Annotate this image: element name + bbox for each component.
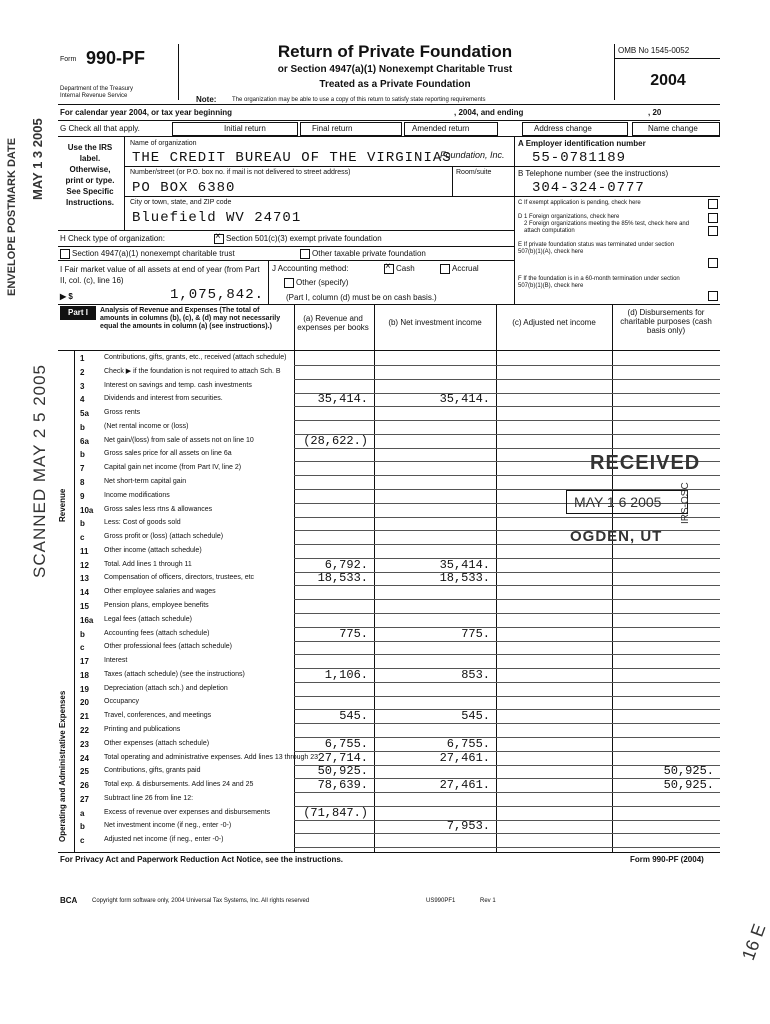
row-label: Adjusted net income (if neg., enter -0-) [104,836,224,843]
city-state-zip[interactable]: Bluefield WV 24701 [132,210,302,226]
row-number: 17 [80,657,89,666]
form-label: Form [60,56,77,63]
software-code: US990PF1 [426,898,456,904]
row-number: 5a [80,409,89,418]
s501-option[interactable] [214,234,382,244]
row-label: Gross rents [104,409,141,416]
handwritten-mark: 16 E [738,921,770,963]
row-label: Other professional fees (attach schedule) [104,643,233,650]
row-col-a[interactable]: 775. [339,627,368,641]
table-row [58,683,720,697]
row-number: 23 [80,740,89,749]
col-c-header: (c) Adjusted net income [512,318,596,327]
row-col-b[interactable]: 35,414. [439,392,490,406]
row-label: Less: Cost of goods sold [104,519,181,526]
d1-checkbox[interactable] [708,213,718,223]
accrual-option[interactable] [440,264,479,274]
row-label: Accounting fees (attach schedule) [104,630,210,637]
row-number: 27 [80,795,89,804]
envelope-stamp: ENVELOPE POSTMARK DATE [6,137,18,296]
check-all-label: G Check all that apply. [60,124,140,133]
row-divider [294,847,720,848]
row-number: c [80,533,85,542]
row-label: Compensation of officers, directors, trustees, etc [104,574,255,581]
row-col-b[interactable]: 775. [461,627,490,641]
row-col-a[interactable]: 6,755. [324,737,368,751]
row-number: 22 [80,726,89,735]
scanned-stamp: SCANNED MAY 2 5 2005 [30,363,49,578]
row-number: b [80,630,85,639]
row-label: Interest [104,657,128,664]
software-rev: Rev 1 [480,898,496,904]
row-number: 25 [80,767,89,776]
row-number: 4 [80,395,85,404]
table-row [58,641,720,655]
row-label: Total. Add lines 1 through 11 [104,561,192,568]
table-row [58,407,720,421]
row-col-b[interactable]: 35,414. [439,558,490,572]
row-number: 15 [80,602,89,611]
initial-return-label: Initial return [224,124,266,133]
table-row [58,752,720,766]
city-label: City or town, state, and ZIP code [130,199,232,206]
fmv-value[interactable]: 1,075,842. [170,287,265,303]
table-row [58,380,720,394]
row-label: Pension plans, employee benefits [104,602,209,609]
h-label: H Check type of organization: [60,234,165,243]
row-col-b[interactable]: 6,755. [446,737,490,751]
e-checkbox[interactable] [708,258,718,268]
tax-year: 2004 [650,72,686,89]
row-col-a[interactable]: 1,106. [324,668,368,682]
row-number: 2 [80,368,85,377]
row-label: Legal fees (attach schedule) [104,616,192,623]
table-row [58,559,720,573]
row-number: b [80,423,85,432]
j-label: J Accounting method: [272,264,349,273]
row-col-b[interactable]: 27,461. [439,778,490,792]
row-col-a[interactable]: (71,847.) [303,806,368,820]
row-label: Net gain/(loss) from sale of assets not on line 10 [104,437,254,444]
row-label: Net short-term capital gain [104,478,187,485]
row-col-b[interactable]: 545. [461,709,490,723]
table-row [58,628,720,642]
table-row [58,435,720,449]
other-method-label: Other (specify) [296,278,349,288]
row-label: Capital gain net income (from Part IV, line 2) [104,464,242,471]
org-name-label: Name of organization [130,140,197,147]
omb-number: OMB No 1545-0052 [618,46,690,55]
row-label: Occupancy [104,698,140,705]
row-number: a [80,809,85,818]
row-col-b[interactable]: 18,533. [439,571,490,585]
row-label: Gross profit or (loss) (attach schedule) [104,533,224,540]
table-row [58,820,720,834]
final-return-label: Final return [312,124,353,133]
row-number: 18 [80,671,89,680]
row-number: b [80,822,85,831]
row-number: 8 [80,478,85,487]
f-label: F If the foundation is in a 60-month termination under section 507(b)(1)(B), check here [518,276,680,289]
d2-checkbox[interactable] [708,226,718,236]
s501-label: Section 501(c)(3) exempt private foundation [226,234,382,244]
row-number: 10a [80,506,94,515]
row-col-a[interactable]: 6,792. [324,558,368,572]
i-label: I Fair market value of all assets at end of year (from Part II, col. (c), line 16) [60,265,260,285]
table-row [58,779,720,793]
other-taxable-checkbox[interactable] [300,249,310,259]
other-taxable-option[interactable] [300,249,426,259]
row-number: 3 [80,382,85,391]
row-label: Check ▶ if the foundation is not required to attach Sch. B [104,368,281,375]
row-number: 6a [80,437,89,446]
row-number: 14 [80,588,89,597]
e-label: E If private foundation status was terminated under section 507(b)(1)(A), check here [518,242,675,255]
table-row [58,807,720,821]
row-number: c [80,836,85,845]
row-col-a[interactable]: 545. [339,709,368,723]
analysis-label: Analysis of Revenue and Expenses (The total of amounts in columns (b), (c), & (d) may not necessarily equal the amounts in column (a) (see instructions).) [100,307,281,330]
room-suite-label: Room/suite [456,169,492,176]
row-label: Taxes (attach schedule) (see the instructions) [104,671,245,678]
row-label: Depreciation (attach sch.) and depletion [104,685,228,692]
table-row [58,738,720,752]
row-number: 7 [80,464,85,473]
row-label: Interest on savings and temp. cash investments [104,382,252,389]
row-number: 26 [80,781,89,790]
row-number: 12 [80,561,89,570]
row-label: Other employee salaries and wages [104,588,216,595]
row-col-a[interactable]: 50,925. [317,764,368,778]
row-label: Gross sales less rtns & allowances [104,506,213,513]
row-col-a[interactable]: 78,639. [317,778,368,792]
s4947-checkbox[interactable] [60,249,70,259]
ein-label: A Employer identification number [518,139,646,148]
irs-label: Internal Revenue Service [60,93,128,99]
calendar-mid: , 2004, and ending [454,108,524,117]
bca-label: BCA [60,896,78,905]
table-row [58,765,720,779]
table-row [58,393,720,407]
copyright: Copyright form software only, 2004 Universal Tax Systems, Inc. All rights reserved [92,898,310,904]
table-row [58,724,720,738]
row-label: Income modifications [104,492,170,499]
footer-form: Form 990-PF (2004) [630,855,704,864]
row-col-a[interactable]: (28,622.) [303,434,368,448]
expenses-side-label: Operating and Administrative Expenses [58,690,67,842]
c-checkbox[interactable] [708,199,718,209]
table-row [58,586,720,600]
part-note: (Part I, column (d) must be on cash basis.) [286,293,437,302]
table-row [58,545,720,559]
table-row [58,710,720,724]
row-number: 19 [80,685,89,694]
table-row [58,834,720,848]
note-label: Note: [196,95,217,104]
accrual-label: Accrual [452,264,479,274]
row-label: Total operating and administrative expenses. Add lines 13 through 23 [104,754,319,761]
calendar-end: , 20 [648,108,662,117]
form-number: 990-PF [86,48,146,68]
row-label: Contributions, gifts, grants paid [104,767,201,774]
table-row [58,476,720,490]
org-name[interactable]: THE CREDIT BUREAU OF THE VIRGINIAS [132,150,452,166]
org-name-handwritten: Foundation, Inc. [440,150,505,160]
f-checkbox[interactable] [708,291,718,301]
calendar-year-line: For calendar year 2004, or tax year beginning [60,108,233,117]
table-row [58,614,720,628]
row-label: Subtract line 26 from line 12: [104,795,194,802]
table-row [58,600,720,614]
street-label: Number/street (or P.O. box no. if mail is not delivered to street address) [130,169,351,176]
col-b-header: (b) Net investment income [388,318,482,327]
fmv-prefix: ▶ $ [60,292,73,301]
subtitle-2: Treated as a Private Foundation [319,79,471,90]
row-col-d[interactable]: 50,925. [663,778,714,792]
row-col-b[interactable]: 7,953. [446,819,490,833]
accrual-checkbox[interactable] [440,264,450,274]
page-title: Return of Private Foundation [277,42,513,61]
row-label: Travel, conferences, and meetings [104,712,212,719]
row-label: Net investment income (if neg., enter -0-) [104,822,232,829]
row-col-b[interactable]: 27,461. [439,751,490,765]
other-method-option[interactable] [284,278,348,288]
row-col-a[interactable]: 35,414. [317,392,368,406]
row-col-a[interactable]: 18,533. [317,571,368,585]
part-label: Part I [60,306,96,320]
row-number: b [80,450,85,459]
table-row [58,669,720,683]
other-method-checkbox[interactable] [284,278,294,288]
row-number: b [80,519,85,528]
row-number: 1 [80,354,85,363]
amended-return-label: Amended return [412,124,470,133]
revenue-side-label: Revenue [58,488,67,522]
table-row [58,696,720,710]
name-change-label: Name change [648,124,698,133]
row-label: Dividends and interest from securities. [104,395,223,402]
cash-checkbox[interactable] [384,264,394,274]
row-label: Contributions, gifts, grants, etc., received (attach schedule) [104,354,287,361]
row-number: 24 [80,754,89,763]
d1-label: D 1 Foreign organizations, check here [518,214,620,220]
irs-osc-stamp: IRS-OSC [680,482,691,524]
table-row [58,572,720,586]
col-a-header: (a) Revenue and expenses per books [297,314,369,332]
row-label: Gross sales price for all assets on line 6a [104,450,232,457]
table-row [58,352,720,366]
row-label: Total exp. & disbursements. Add lines 24 and 25 [104,781,254,788]
privacy-notice: For Privacy Act and Paperwork Reduction Act Notice, see the instructions. [60,855,344,864]
c-label: C If exempt application is pending, check here [518,200,641,206]
received-date-stamp: MAY 1 6 2005 [574,494,662,510]
s4947-option[interactable] [60,249,235,259]
row-label: Other income (attach schedule) [104,547,202,554]
d2-label: 2 Foreign organizations meeting the 85% test, check here and attach computation [524,221,690,234]
table-row [58,793,720,807]
phone-value[interactable]: 304-324-0777 [532,180,645,196]
received-stamp: RECEIVED [590,452,701,474]
row-label: (Net rental income or (loss) [104,423,189,430]
table-row [58,366,720,380]
row-number: 21 [80,712,89,721]
row-number: c [80,643,85,652]
row-number: 9 [80,492,85,501]
row-number: 11 [80,547,89,556]
row-col-b[interactable]: 853. [461,668,490,682]
row-col-d[interactable]: 50,925. [663,764,714,778]
envelope-date-stamp: MAY 1 3 2005 [30,118,45,200]
street-address[interactable]: PO BOX 6380 [132,180,236,196]
row-label: Other expenses (attach schedule) [104,740,210,747]
cash-option[interactable] [384,264,415,274]
dept-label: Department of the Treasury [60,86,134,92]
subtitle-1: or Section 4947(a)(1) Nonexempt Charitable Trust [277,64,513,75]
row-label: Excess of revenue over expenses and disbursements [104,809,271,816]
col-d-header: (d) Disbursements for charitable purposes (cash basis only) [620,308,712,335]
row-number: 16a [80,616,94,625]
ogden-stamp: OGDEN, UT [570,528,663,545]
table-row [58,655,720,669]
table-row [58,421,720,435]
address-change-label: Address change [534,124,592,133]
use-irs-label: Use the IRS label. Otherwise, print or type. See Specific Instructions. [65,143,115,207]
phone-label: B Telephone number (see the instructions) [518,169,669,178]
row-number: 20 [80,698,89,707]
cash-label: Cash [396,264,415,274]
s4947-label: Section 4947(a)(1) nonexempt charitable trust [72,249,235,259]
row-label: Printing and publications [104,726,181,733]
s501-checkbox[interactable] [214,234,224,244]
ein-value[interactable]: 55-0781189 [532,150,627,166]
row-number: 13 [80,574,89,583]
note-text: The organization may be able to use a copy of this return to satisfy state reporting requirements [232,97,486,103]
row-col-a[interactable]: 27,714. [317,751,368,765]
other-taxable-label: Other taxable private foundation [312,249,426,259]
